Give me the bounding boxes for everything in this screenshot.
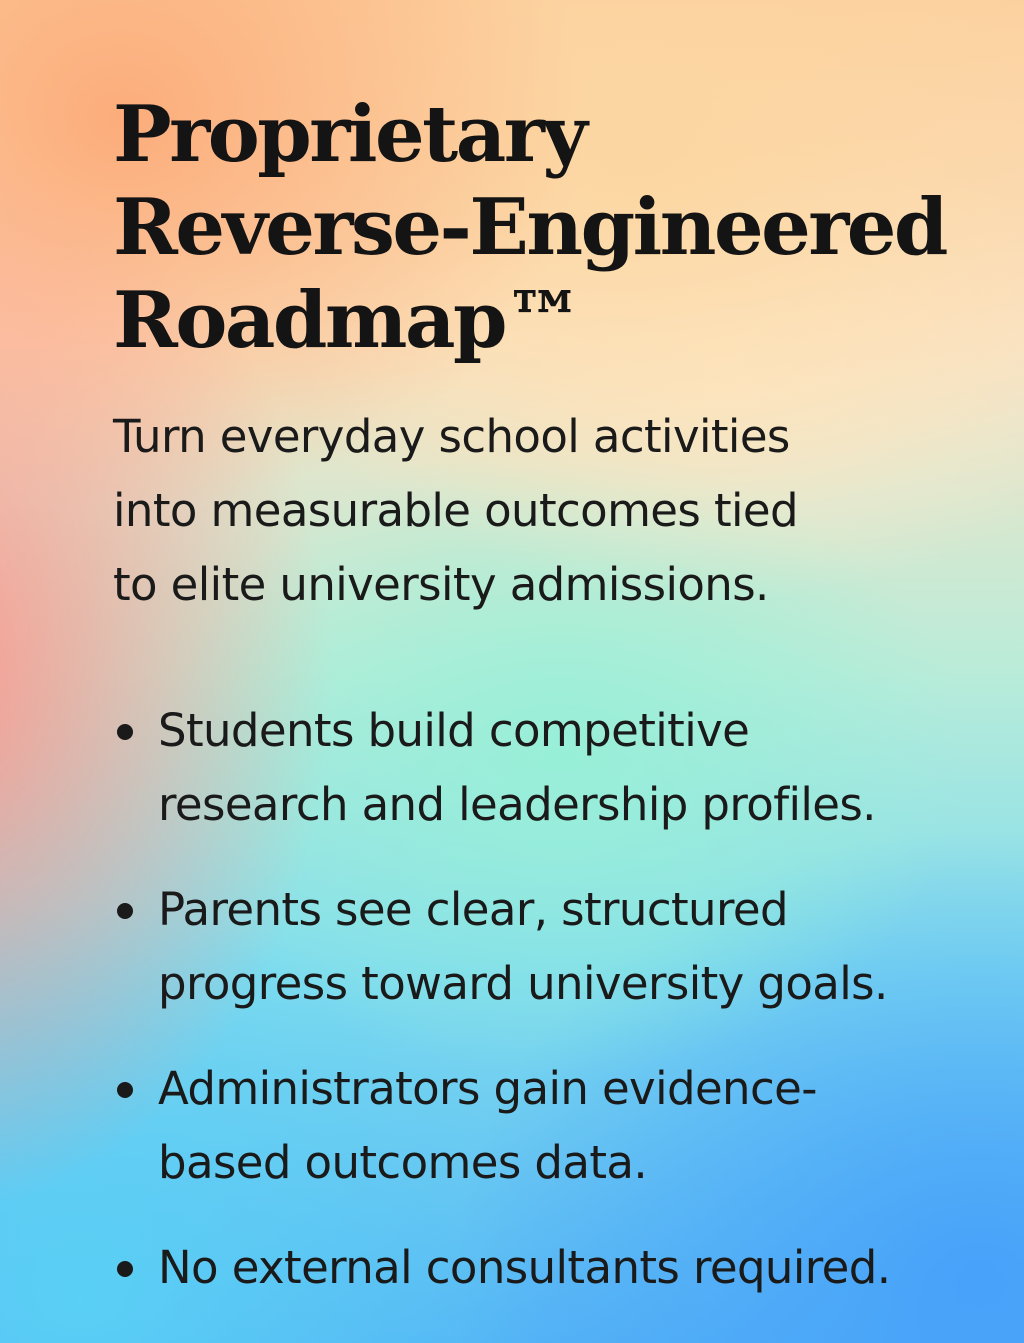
list-item-line: research and leadership profiles. <box>158 778 876 831</box>
list-item-line: progress toward university goals. <box>158 957 888 1010</box>
title-line: Roadmap™ <box>113 275 581 366</box>
list-item-consultants <box>113 1231 993 1305</box>
list-item-students <box>113 694 993 842</box>
subtitle <box>113 400 993 622</box>
list-item-line: based outcomes data. <box>158 1136 648 1189</box>
list-item-line: No external consultants required. <box>158 1241 891 1294</box>
list-item-line: Students build competitive <box>158 704 750 757</box>
list-item-parents <box>113 873 993 1021</box>
list-item-line: Parents see clear, structured <box>158 883 788 936</box>
list-item-line: Administrators gain evidence- <box>158 1062 817 1115</box>
bullet-icon <box>117 1082 133 1098</box>
title-line: Proprietary <box>113 89 586 180</box>
list-item-administrators <box>113 1052 993 1200</box>
title-line: Reverse-Engineered <box>113 182 946 273</box>
bullet-icon <box>117 1261 133 1277</box>
benefits-list <box>113 694 993 1305</box>
bullet-icon <box>117 903 133 919</box>
subtitle-line: to elite university admissions. <box>113 558 769 611</box>
subtitle-line: Turn everyday school activities <box>113 410 790 463</box>
page-title <box>113 88 993 367</box>
bullet-icon <box>117 724 133 740</box>
content-card <box>113 88 993 1336</box>
subtitle-line: into measurable outcomes tied <box>113 484 798 537</box>
